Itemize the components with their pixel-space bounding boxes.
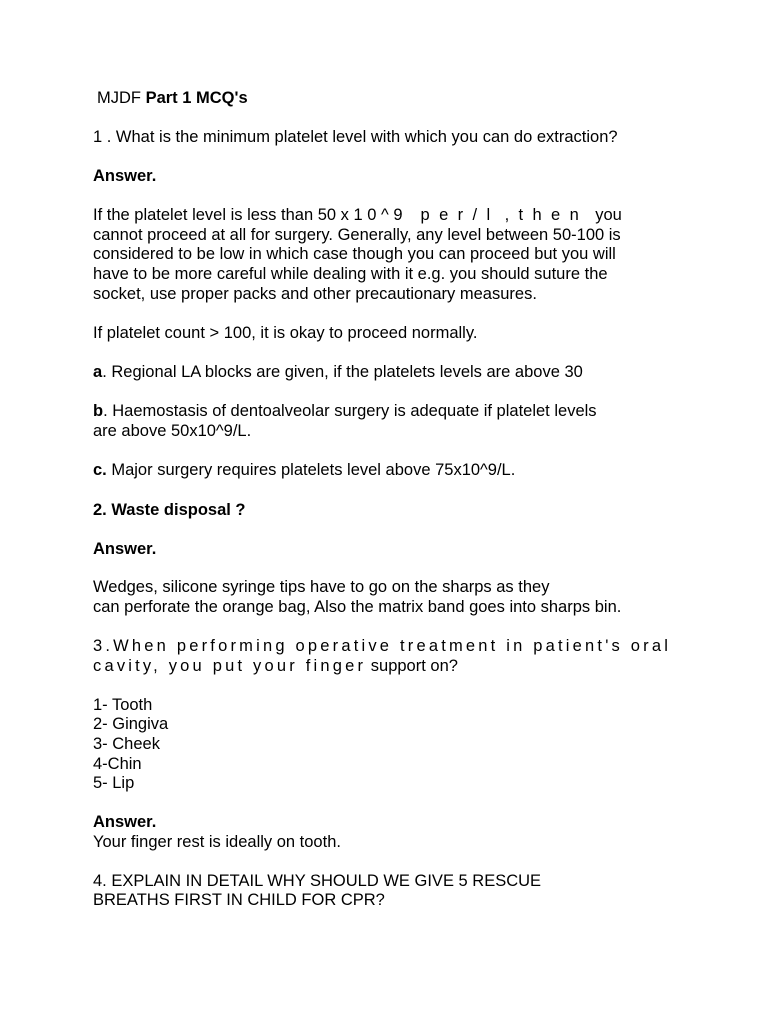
q1-para1-line2: cannot proceed at all for surgery. Generally, any level between 50-100 is: [93, 226, 621, 244]
q2-answer-line1: Wedges, silicone syringe tips have to go on the sharps as they: [93, 578, 550, 596]
question-4-line2: BREATHS FIRST IN CHILD FOR CPR?: [93, 891, 385, 909]
title-prefix: MJDF: [97, 89, 146, 107]
q1-item-c-text: Major surgery requires platelets level above 75x10^9/L.: [106, 461, 516, 479]
q3-answer-label: Answer.: [93, 813, 157, 831]
q1-item-c: [93, 460, 515, 480]
q1-item-b-text: . Haemostasis of dentoalveolar surgery is adequate if platelet levels: [103, 402, 597, 420]
q2-answer-line2: can perforate the orange bag, Also the matrix band goes into sharps bin.: [93, 598, 622, 616]
q1-para1-line1: [93, 205, 622, 225]
question-3-line2: [93, 656, 458, 676]
question-3-line1: 3.When performing operative treatment in patient's oral: [93, 637, 672, 655]
q1-para1-line1-d: you: [595, 206, 622, 224]
document-title: [97, 88, 248, 108]
q1-item-a-label: a: [93, 363, 103, 381]
question-4-line1: 4. EXPLAIN IN DETAIL WHY SHOULD WE GIVE 5 RESCUE: [93, 872, 542, 890]
q1-para1-line5: socket, use proper packs and other precautionary measures.: [93, 285, 537, 303]
q1-item-c-label: c.: [93, 461, 107, 479]
q1-para1-line1-c: , t h e n: [504, 206, 582, 224]
q1-para2: If platelet count > 100, it is okay to proceed normally.: [93, 324, 478, 342]
question-3-line2-rest: support on?: [366, 657, 458, 675]
q1-answer-label: Answer.: [93, 167, 157, 185]
q3-option: 1- Tooth: [93, 696, 153, 714]
q1-para1-line1-a: If the platelet level is less than 50 x 1 0 ^ 9: [93, 206, 403, 224]
question-3-line2-spaced: cavity, you put your finger: [93, 657, 367, 675]
q1-item-a: [93, 362, 583, 382]
q3-option: 5- Lip: [93, 774, 135, 792]
question-2: 2. Waste disposal ?: [93, 501, 246, 519]
q1-item-b-line1: [93, 401, 597, 421]
q3-answer: Your finger rest is ideally on tooth.: [93, 833, 341, 851]
q3-option: 4-Chin: [93, 755, 142, 773]
q2-answer-label: Answer.: [93, 540, 157, 558]
q1-item-b-line2: are above 50x10^9/L.: [93, 422, 252, 440]
q1-item-b-label: b: [93, 402, 104, 420]
title-bold: Part 1 MCQ's: [145, 89, 248, 107]
question-1: 1 . What is the minimum platelet level with which you can do extraction?: [93, 128, 618, 146]
q1-item-a-text: . Regional LA blocks are given, if the platelets levels are above 30: [102, 363, 583, 381]
q1-para1-line1-b: p e r / l: [420, 206, 493, 224]
q1-para1-line3: considered to be low in which case though you can proceed but you will: [93, 245, 616, 263]
q3-option: 3- Cheek: [93, 735, 160, 753]
q1-para1-line4: have to be more careful while dealing with it e.g. you should suture the: [93, 265, 608, 283]
q3-option: 2- Gingiva: [93, 715, 169, 733]
